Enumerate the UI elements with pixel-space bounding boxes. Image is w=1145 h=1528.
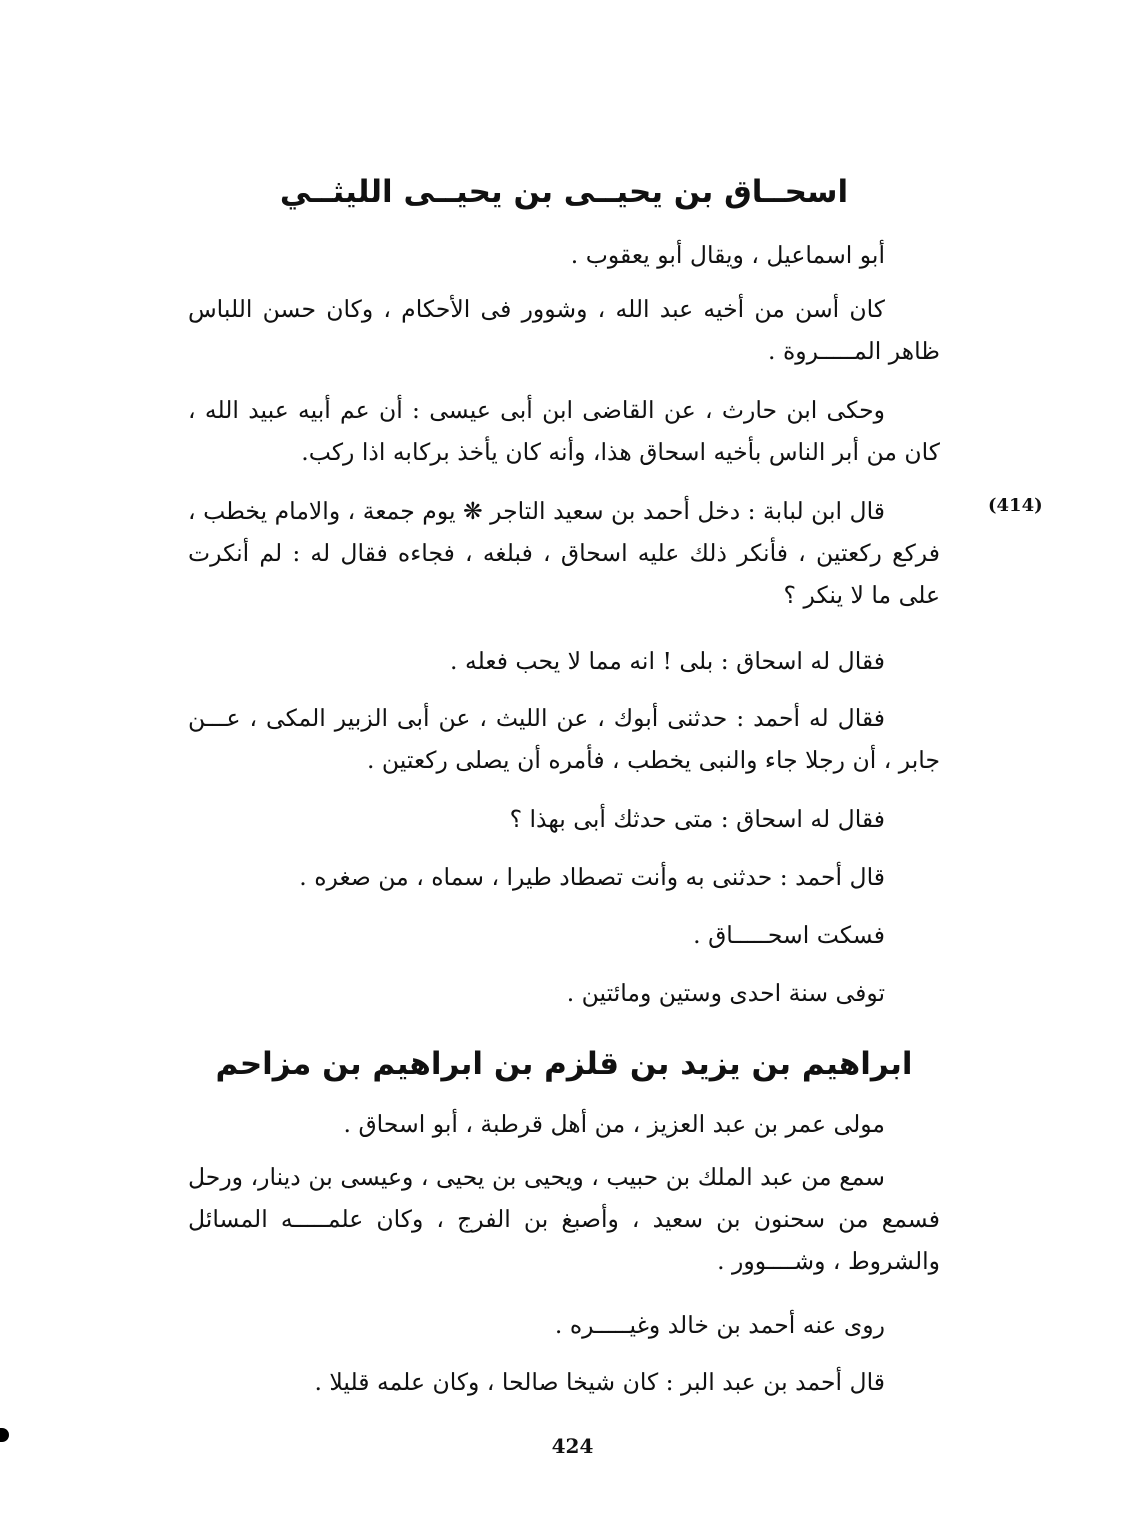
ibrahim-paragraph-4: قال أحمد بن عبد البر : كان شيخا صالحا ، وكان علمه قليلا . — [314, 1368, 885, 1396]
section-title-ishaq: اسحــاق بن يحيــى بن يحيــى الليثــي — [279, 174, 849, 210]
page-number: 424 — [551, 1434, 594, 1458]
ishaq-paragraph-3: وحكى ابن حارث ، عن القاضى ابن أبى عيسى : أن عم أبيه عبيد الله ، كان من أبر الناس بأخيه اسحاق هذا، وأنه كان يأخذ بركابه اذا ركب. — [188, 396, 940, 466]
ishaq-para-6-block — [188, 697, 940, 781]
section-title-ibrahim: ابراهيم بن يزيد بن قلزم بن ابراهيم بن مزاحم — [215, 1046, 913, 1082]
ishaq-paragraph-6: فقال له أحمد : حدثنى أبوك ، عن الليث ، عن أبى الزبير المكى ، عـــن جابر ، أن رجلا جاء والنبى يخطب ، فأمره أن يصلى ركعتين . — [188, 704, 940, 774]
ishaq-para-5-block — [188, 640, 940, 682]
ishaq-paragraph-2: كان أسن من أخيه عبد الله ، وشوور فى الأحكام ، وكان حسن اللباس ظاهر المـــــروة . — [188, 295, 940, 365]
ibrahim-paragraph-1: مولى عمر بن عبد العزيز ، من أهل قرطبة ، أبو اسحاق . — [343, 1110, 885, 1138]
ibrahim-para-3-block — [188, 1304, 940, 1346]
ishaq-paragraph-1: أبو اسماعيل ، ويقال أبو يعقوب . — [570, 241, 885, 269]
ishaq-paragraph-10: توفى سنة احدى وستين ومائتين . — [566, 979, 885, 1007]
ishaq-para-8-block — [188, 856, 940, 898]
ishaq-para-10-block — [188, 972, 940, 1014]
ishaq-para-9-block — [188, 914, 940, 956]
ishaq-paragraph-5: فقال له اسحاق : بلى ! انه مما لا يحب فعله . — [450, 647, 885, 675]
ishaq-paragraph-7: فقال له اسحاق : متى حدثك أبى بهذا ؟ — [509, 805, 885, 833]
ishaq-para-3-block — [188, 389, 940, 473]
ibrahim-para-2-block — [188, 1156, 940, 1282]
ishaq-para-1-block — [188, 234, 940, 276]
ishaq-paragraph-9: فسكت اسحـــــاق . — [693, 921, 885, 949]
section-ibrahim — [188, 1042, 940, 1086]
ishaq-paragraph-4: قال ابن لبابة : دخل أحمد بن سعيد التاجر ❋ يوم جمعة ، والامام يخطب ، فركع ركعتين ، فأنكر ذلك عليه اسحاق ، فبلغه ، فجاءه فقال له : لم أنكرت على ما لا ينكر ؟ — [188, 497, 940, 609]
ishaq-para-2-block — [188, 288, 940, 372]
section-ishaq — [188, 170, 940, 214]
ibrahim-para-4-block — [188, 1361, 940, 1403]
ishaq-paragraph-8: قال أحمد : حدثنى به وأنت تصطاد طيرا ، سماه ، من صغره . — [299, 863, 885, 891]
ishaq-para-7-block — [188, 798, 940, 840]
ishaq-para-4-block — [188, 490, 940, 616]
ibrahim-paragraph-2: سمع من عبد الملك بن حبيب ، ويحيى بن يحيى ، وعيسى بن دينار، ورحل فسمع من سحنون بن سعيد ، وأصبغ بن الفرج ، وكان علمـــــه المسائل والشروط ، وشــــوور . — [188, 1163, 940, 1275]
ibrahim-paragraph-3: روى عنه أحمد بن خالد وغيـــــره . — [554, 1311, 885, 1339]
marginal-reference-number: (414) — [988, 495, 1043, 516]
ibrahim-para-1-block — [188, 1103, 940, 1145]
